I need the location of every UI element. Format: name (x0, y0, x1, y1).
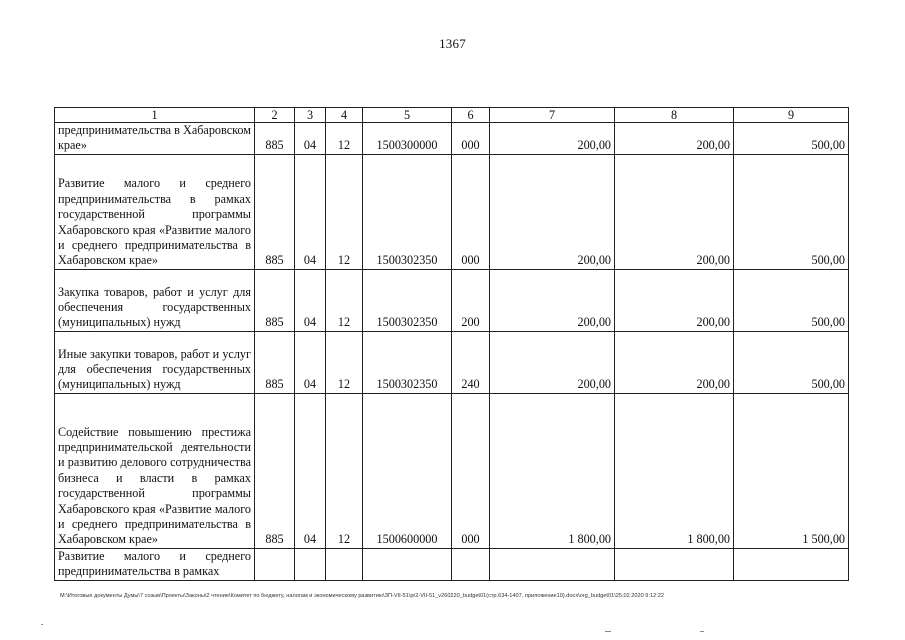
cell-amount-8: 200,00 (615, 154, 734, 269)
cell-ved (255, 548, 295, 580)
row-name: Развитие малого и среднего предпринимательства в рамках государственной программы Хабаровского края «Развитие малого и среднего предпринимательства в Хабаровском крае» (55, 154, 255, 269)
cell-ved: 885 (255, 393, 295, 548)
header-col-7: 7 (490, 108, 615, 123)
header-col-6: 6 (452, 108, 490, 123)
cell-tselevaya-statya: 1500302350 (363, 269, 452, 331)
scan-speck (41, 624, 43, 625)
budget-table (54, 107, 849, 581)
header-col-2: 2 (255, 108, 295, 123)
cell-amount-8: 200,00 (615, 123, 734, 155)
cell-razdel: 04 (295, 269, 326, 331)
cell-amount-7: 1 800,00 (490, 393, 615, 548)
table-row (55, 393, 849, 548)
row-name: Иные закупки товаров, работ и услуг для обеспечения государственных (муниципальных) нужд (55, 331, 255, 393)
header-col-3: 3 (295, 108, 326, 123)
cell-amount-9 (734, 548, 849, 580)
cell-amount-8: 200,00 (615, 269, 734, 331)
scan-speck (605, 631, 611, 632)
cell-amount-9: 500,00 (734, 123, 849, 155)
table-row (55, 269, 849, 331)
header-row (55, 108, 849, 123)
page-number: 1367 (439, 36, 466, 51)
cell-tselevaya-statya (363, 548, 452, 580)
cell-amount-7: 200,00 (490, 331, 615, 393)
table-row (55, 154, 849, 269)
cell-amount-9: 500,00 (734, 331, 849, 393)
cell-vid-raskhodov: 000 (452, 154, 490, 269)
cell-vid-raskhodov (452, 548, 490, 580)
cell-amount-7: 200,00 (490, 269, 615, 331)
row-name: Развитие малого и среднего предпринимательства в рамках (55, 548, 255, 580)
row-name: предпринимательства в Хабаровском крае» (55, 123, 255, 155)
cell-amount-8 (615, 548, 734, 580)
cell-vid-raskhodov: 240 (452, 331, 490, 393)
cell-vid-raskhodov: 200 (452, 269, 490, 331)
header-col-4: 4 (326, 108, 363, 123)
cell-razdel: 04 (295, 331, 326, 393)
row-name: Закупка товаров, работ и услуг для обеспечения государственных (муниципальных) нужд (55, 269, 255, 331)
cell-ved: 885 (255, 269, 295, 331)
table-row (55, 123, 849, 155)
cell-amount-9: 500,00 (734, 154, 849, 269)
cell-tselevaya-statya: 1500302350 (363, 154, 452, 269)
cell-amount-7 (490, 548, 615, 580)
cell-razdel: 04 (295, 154, 326, 269)
cell-amount-9: 500,00 (734, 269, 849, 331)
cell-podrazdel: 12 (326, 123, 363, 155)
row-name: Содействие повышению престижа предпринимательской деятельности и развитию делового сотрудничества бизнеса и власти в рамках государственной программы Хабаровского края «Развитие малого и среднего предпринимательства в Хабаровском крае» (55, 393, 255, 548)
cell-ved: 885 (255, 331, 295, 393)
cell-podrazdel: 12 (326, 269, 363, 331)
cell-razdel: 04 (295, 393, 326, 548)
file-path-footer: M:\Итоговые документы Думы\7 созыв\Проекты\Законы\2 чтение\Комитет по бюджету, налогам и экономическому развитию\ЗП-VII-51\pr2-VII-51_v260220_budget01(стр.634-1407, приложение10).docx\org_budget01\25.02.2020 9:12:22 (60, 593, 664, 599)
cell-amount-8: 1 800,00 (615, 393, 734, 548)
table-row (55, 331, 849, 393)
cell-podrazdel: 12 (326, 393, 363, 548)
cell-razdel (295, 548, 326, 580)
scan-speck (700, 631, 704, 632)
cell-tselevaya-statya: 1500302350 (363, 331, 452, 393)
header-col-5: 5 (363, 108, 452, 123)
cell-podrazdel: 12 (326, 154, 363, 269)
cell-amount-7: 200,00 (490, 154, 615, 269)
header-col-1: 1 (55, 108, 255, 123)
cell-vid-raskhodov: 000 (452, 123, 490, 155)
cell-vid-raskhodov: 000 (452, 393, 490, 548)
cell-ved: 885 (255, 154, 295, 269)
cell-amount-8: 200,00 (615, 331, 734, 393)
cell-tselevaya-statya: 1500600000 (363, 393, 452, 548)
cell-podrazdel: 12 (326, 331, 363, 393)
header-col-8: 8 (615, 108, 734, 123)
cell-amount-7: 200,00 (490, 123, 615, 155)
cell-amount-9: 1 500,00 (734, 393, 849, 548)
table-row (55, 548, 849, 580)
cell-podrazdel (326, 548, 363, 580)
header-col-9: 9 (734, 108, 849, 123)
cell-ved: 885 (255, 123, 295, 155)
cell-tselevaya-statya: 1500300000 (363, 123, 452, 155)
cell-razdel: 04 (295, 123, 326, 155)
